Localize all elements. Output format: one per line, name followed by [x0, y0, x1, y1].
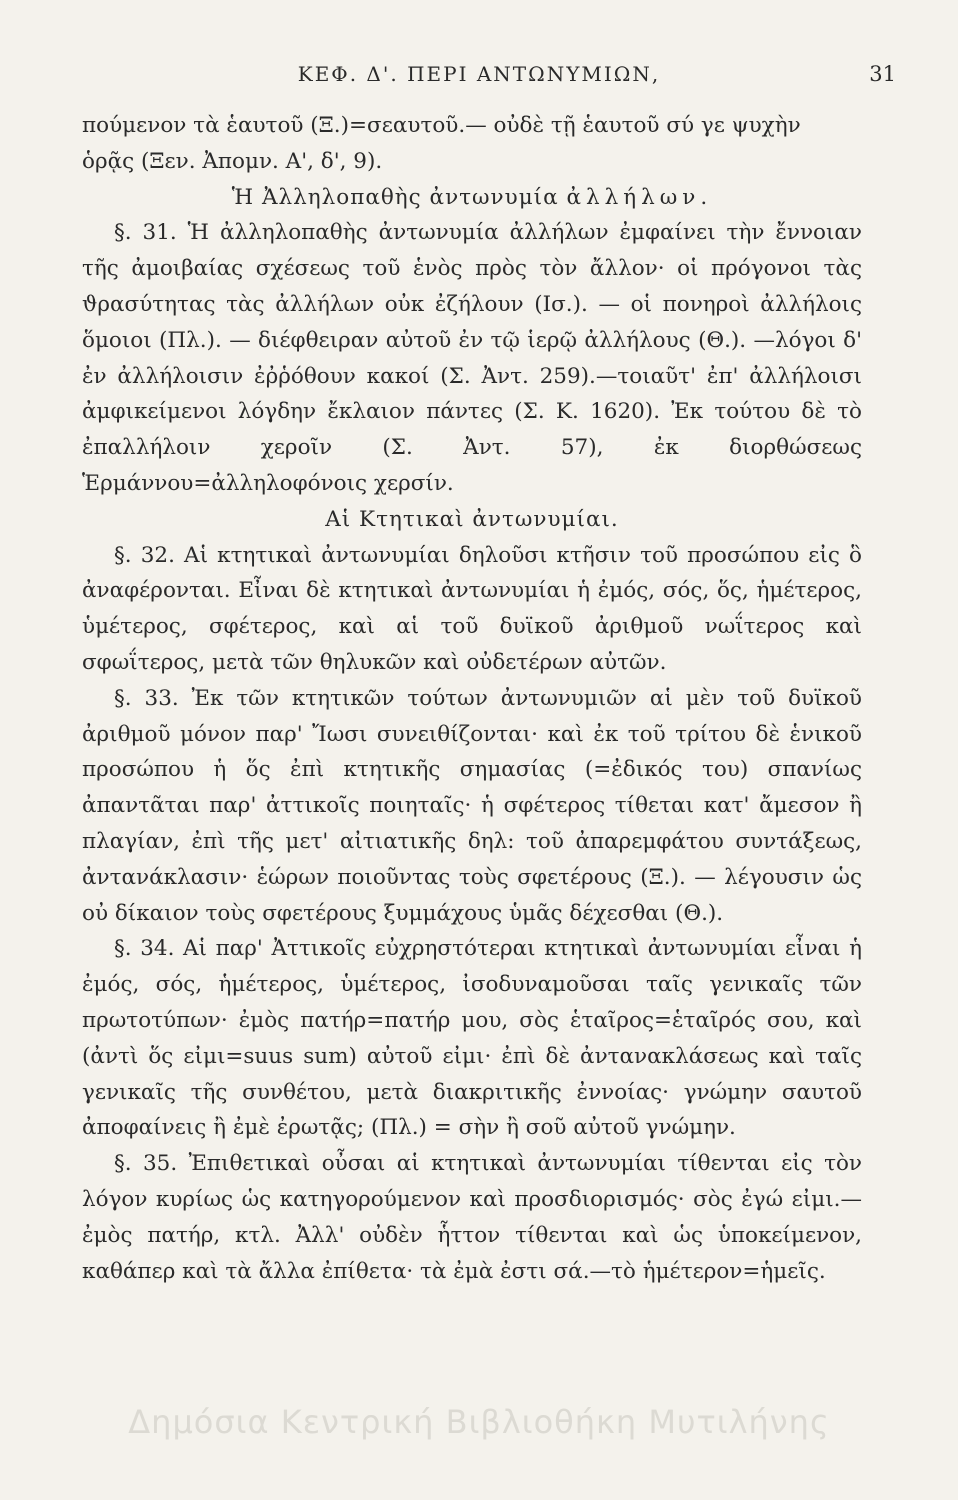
paragraph-32: §. 32. Αἱ κτητικαὶ ἀντωνυμίαι δηλοῦσι κτῆσιν τοῦ προσώπου εἰς ὃ ἀναφέρονται. Εἶναι δὲ κτητικαὶ ἀντωνυμίαι ἡ ἐμός, σός, ὅς, ἡμέτερος, ὑμέτερος, σφέτερος, καὶ αἱ τοῦ δυϊκοῦ ἀριθμοῦ νωΐτερος καὶ σφωΐτερος, μετὰ τῶν θηλυκῶν καὶ οὐδετέρων αὐτῶν.: [82, 542, 862, 675]
paragraph-34: §. 34. Αἱ παρ' Ἀττικοῖς εὐχρηστότεραι κτητικαὶ ἀντωνυμίαι εἶναι ἡ ἐμός, σός, ἡμέτερος, ὑμέτερος, ἰσοδυναμοῦσαι ταῖς γενικαῖς τῶν πρωτοτύπων· ἐμὸς πατήρ=πατήρ μου, σὸς ἑταῖρος=ἑταῖρός σου, καὶ (ἀντὶ ὅς εἰμι=suus sum) αὐτοῦ εἰμι· ἐπὶ δὲ ἀντανακλάσεως καὶ ταῖς γενικαῖς τῆς συνθέτου, μετὰ διακριτικῆς ἐννοίας· γνώμην σαυτοῦ ἀποφαίνεις ἢ ἐμὲ ἐρωτᾷς; (Πλ.) = σὴν ἢ σοῦ αὐτοῦ γνώμην.: [82, 936, 862, 1141]
heading-text: Ἡ Ἀλληλοπαθὴς ἀντωνυμία: [231, 184, 559, 210]
running-title: ΚΕΦ. Δ'. ΠΕΡΙ ΑΝΤΩΝΥΜΙΩΝ,: [297, 62, 661, 86]
paragraph-31: §. 31. Ἡ ἀλληλοπαθὴς ἀντωνυμία ἀλλήλων ἐμφαίνει τὴν ἔννοιαν τῆς ἀμοιβαίας σχέσεως τοῦ ἑνὸς πρὸς τὸν ἄλλον· οἱ πρόγονοι τὰς ϑρασύτητας τὰς ἀλλήλων οὐκ ἐζήλουν (Ισ.). — οἱ πονηροὶ ἀλλήλοις ὅμοιοι (Πλ.). — διέφθειραν αὐτοῦ ἐν τῷ ἱερῷ ἀλλήλους (Θ.). —λόγοι δ' ἐν ἀλλήλοισιν ἐῤῥόθουν κακοί (Σ. Ἀντ. 259).—τοιαῦτ' ἐπ' ἀλλήλοισι ἀμφικείμενοι λόγδην ἔκλαιον πάντες (Σ. Κ. 1620). Ἐκ τούτου δὲ τὸ ἐπαλλήλοιν χεροῖν (Σ. Ἀντ. 57), ἐκ διορθώσεως Ἑρμάννου=ἀλληλοφόνοις χερσίν.: [82, 220, 862, 496]
page-header: [0, 62, 958, 102]
paragraph-33: §. 33. Ἐκ τῶν κτητικῶν τούτων ἀντωνυμιῶν αἱ μὲν τοῦ δυϊκοῦ ἀριθμοῦ μόνον παρ' Ἴωσι συνειθίζονται· καὶ ἐκ τοῦ τρίτου δὲ ἑνικοῦ προσώπου ἡ ὅς ἐπὶ κτητικῆς σημασίας (=ἐδικός του) σπανίως ἀπαντᾶται παρ' ἀττικοῖς ποιηταῖς· ἡ σφέτερος τίθεται κατ' ἄμεσον ἢ πλαγίαν, ἐπὶ τῆς μετ' αἰτιατικῆς δηλ: τοῦ ἀπαρεμφάτου συντάξεως, ἀντανάκλασιν· ἑώρων ποιοῦντας τοὺς σφετέρους (Ξ.). — λέγουσιν ὡς οὐ δίκαιον τοὺς σφετέρους ξυμμάχους ὑμᾶς δέχεσθαι (Θ.).: [82, 685, 862, 926]
library-watermark: Δημόσια Κεντρική Βιβλιοθήκη Μυτιλήνης: [128, 1403, 830, 1441]
paragraph-35: §. 35. Ἐπιθετικαὶ οὖσαι αἱ κτητικαὶ ἀντωνυμίαι τίθενται εἰς τὸν λόγον κυρίως ὡς κατηγορούμενον καὶ προσδιορισμός· σὸς ἐγώ εἰμι.— ἐμὸς πατήρ, κτλ. Ἀλλ' οὐδὲν ἧττον τίθενται καὶ ὡς ὑποκείμενον, καθάπερ καὶ τὰ ἄλλα ἐπίθετα· τὰ ἐμὰ ἐστι σά.—τὸ ἡμέτερον=ἡμεῖς.: [82, 1151, 862, 1284]
section-heading-reciprocal: [82, 180, 862, 216]
text-line: ὁρᾷς (Ξεν. Ἀπομν. Α', δ', 9).: [82, 148, 383, 174]
page-number: 31: [869, 62, 896, 86]
text-line: πούμενον τὰ ἑαυτοῦ (Ξ.)=σεαυτοῦ.— οὐδὲ τῇ ἑαυτοῦ σύ γε ψυχὴν: [82, 113, 801, 138]
section-heading-possessive: Αἱ Κτητικαὶ ἀντωνυμίαι.: [325, 506, 619, 532]
heading-spaced-word: ἀλλήλων.: [566, 184, 713, 210]
page-body: [82, 108, 862, 1289]
